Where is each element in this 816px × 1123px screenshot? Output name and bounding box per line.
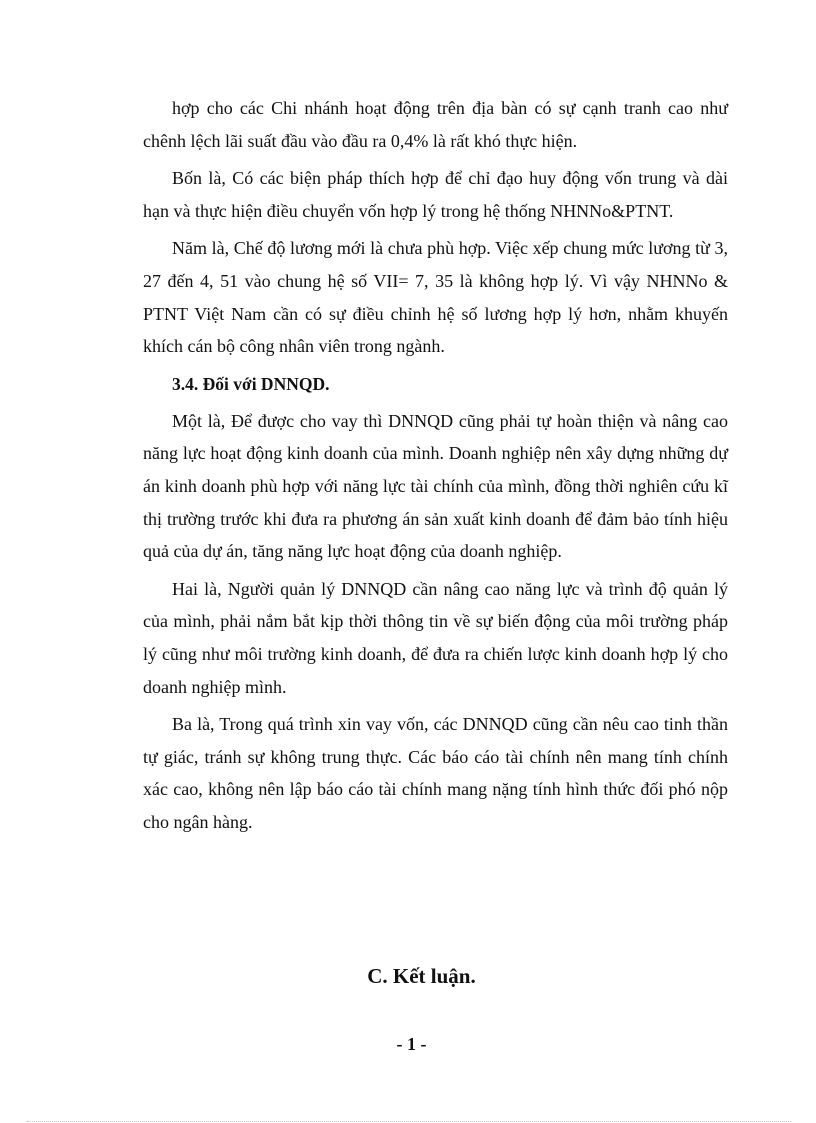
paragraph-hai-la: Hai là, Người quản lý DNNQD cần nâng cao năng lực và trình độ quản lý của mình, phải nắm bắt kịp thời thông tin về sự biến động của môi trường pháp lý cũng như môi trường kinh doanh, để đưa ra chiến lược kinh doanh hợp lý cho doanh nghiệp mình. [143, 578, 728, 697]
page-number: - 1 - [396, 1034, 427, 1054]
paragraph-mot-la: Một là, Để được cho vay thì DNNQD cũng phải tự hoàn thiện và nâng cao năng lực hoạt động kinh doanh của mình. Doanh nghiệp nên xây dựng những dự án kinh doanh phù hợp với năng lực tài chính của mình, đồng thời nghiên cứu kĩ thị trường trước khi đưa ra phương án sản xuất kinh doanh để đảm bảo tính hiệu quả của dự án, tăng năng lực hoạt động của doanh nghiệp. [143, 410, 728, 562]
paragraph-continued: hợp cho các Chi nhánh hoạt động trên địa bàn có sự cạnh tranh cao như chênh lệch lãi suất đầu vào đầu ra 0,4% là rất khó thực hiện. [143, 98, 728, 151]
paragraph-bon-la: Bốn là, Có các biện pháp thích hợp để chỉ đạo huy động vốn trung và dài hạn và thực hiện điều chuyển vốn hợp lý trong hệ thống NHNNo&PTNT. [143, 168, 728, 221]
conclusion-heading: C. Kết luận. [367, 964, 476, 988]
body-text [143, 92, 728, 843]
paragraph-nam-la: Năm là, Chế độ lương mới là chưa phù hợp. Việc xếp chung mức lương từ 3, 27 đến 4, 51 vào chung hệ số VII= 7, 35 là không hợp lý. Vì vậy NHNNo & PTNT Việt Nam cần có sự điều chỉnh hệ số lương hợp lý hơn, nhằm khuyến khích cán bộ công nhân viên trong ngành. [143, 238, 728, 357]
footer-divider [27, 1121, 791, 1122]
paragraph-ba-la: Ba là, Trong quá trình xin vay vốn, các DNNQD cũng cần nêu cao tinh thần tự giác, tránh sự không trung thực. Các báo cáo tài chính nên mang tính chính xác cao, không nên lập báo cáo tài chính mang nặng tính hình thức đối phó nộp cho ngân hàng. [143, 714, 728, 832]
section-heading: 3.4. Đối với DNNQD. [172, 373, 330, 394]
